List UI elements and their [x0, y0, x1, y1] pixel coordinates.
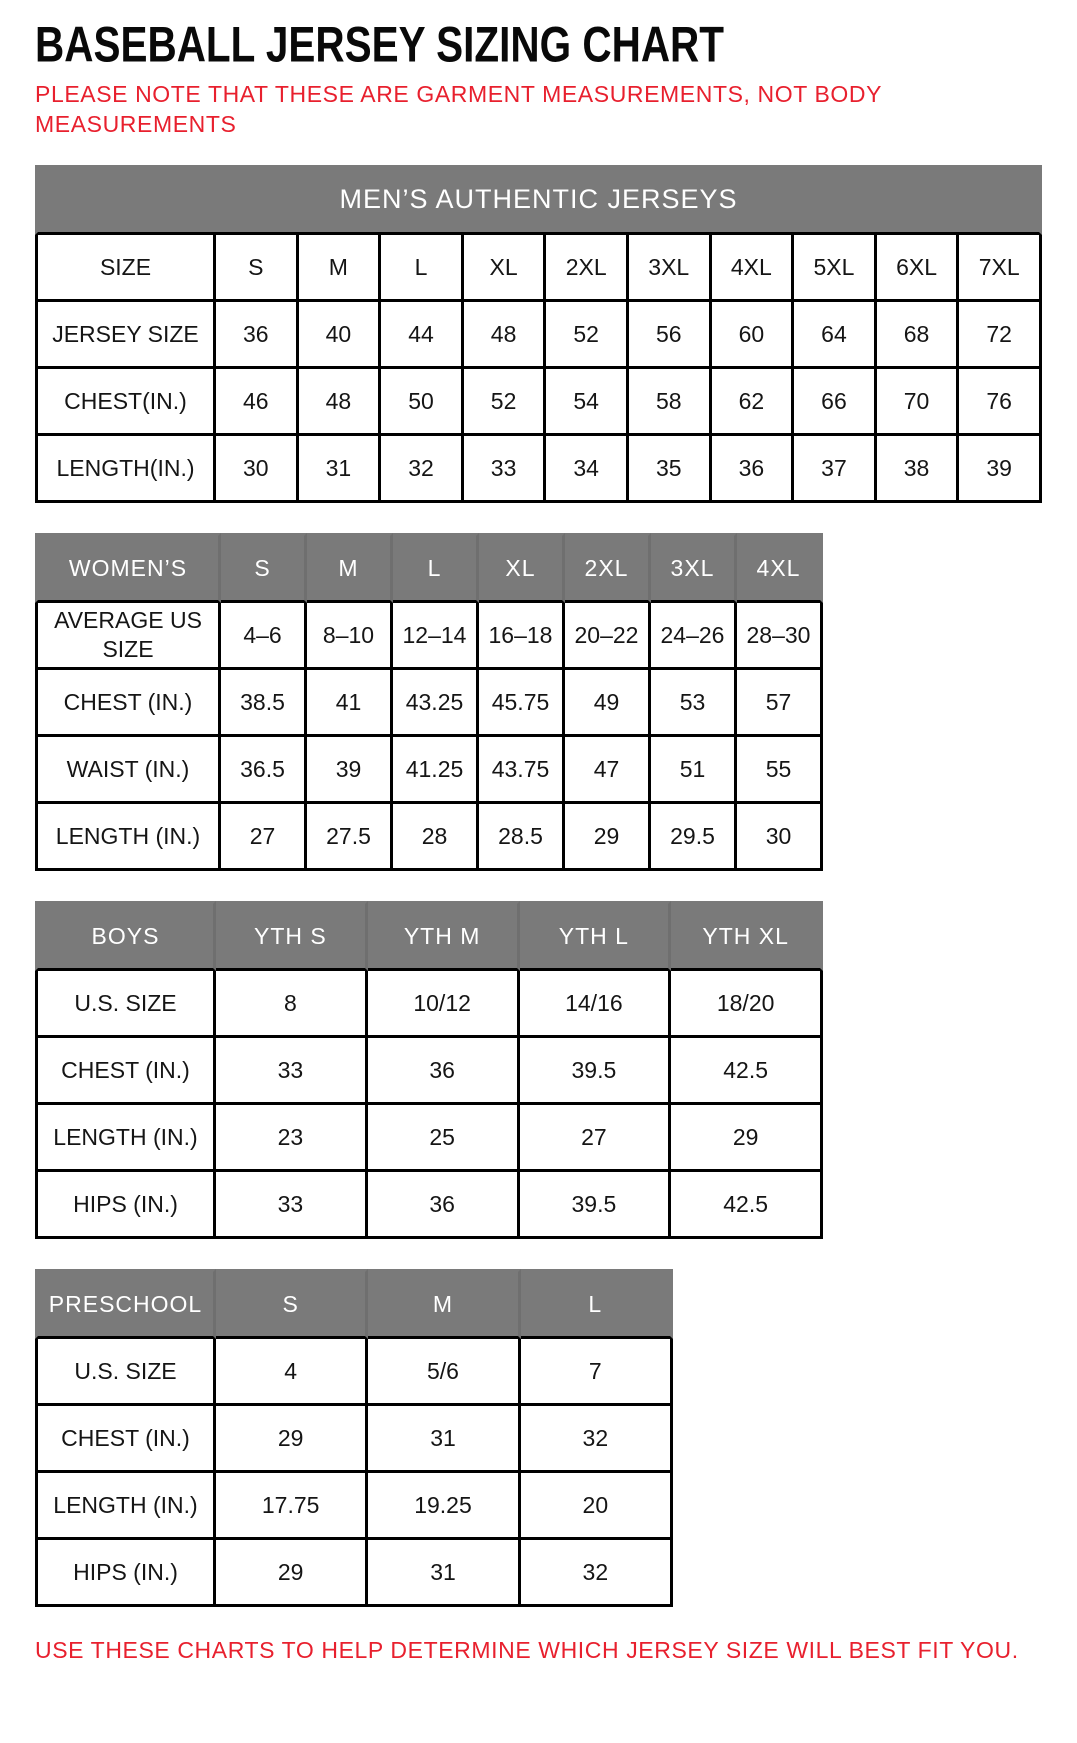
size-header-cell: L — [521, 1269, 673, 1339]
value-cell: 28–30 — [737, 603, 823, 670]
size-header-cell: YTH S — [216, 901, 368, 971]
value-cell: 53 — [651, 670, 737, 737]
value-cell: 68 — [877, 302, 960, 369]
value-cell: 8 — [216, 971, 368, 1038]
data-row — [35, 1473, 673, 1540]
mens-sizing-table — [35, 165, 1042, 503]
footer-note: USE THESE CHARTS TO HELP DETERMINE WHICH JERSEY SIZE WILL BEST FIT YOU. — [35, 1637, 1019, 1664]
row-label-cell: LENGTH (IN.) — [35, 1105, 216, 1172]
row-label-cell: U.S. SIZE — [35, 1339, 216, 1406]
value-cell: 30 — [737, 804, 823, 871]
data-row — [35, 302, 1042, 369]
value-cell: 8–10 — [307, 603, 393, 670]
value-cell: 30 — [216, 436, 299, 503]
data-row — [35, 1540, 673, 1607]
size-header-cell: 2XL — [565, 533, 651, 603]
preschool-sizing-table — [35, 1269, 673, 1607]
value-cell: 44 — [381, 302, 464, 369]
value-cell: 43.75 — [479, 737, 565, 804]
table-title-cell: WOMEN’S — [35, 533, 221, 603]
data-row — [35, 971, 823, 1038]
value-cell: 4XL — [712, 235, 795, 302]
value-cell: 39.5 — [520, 1172, 672, 1239]
value-cell: 36 — [368, 1172, 520, 1239]
row-label-cell: LENGTH(IN.) — [35, 436, 216, 503]
value-cell: 62 — [712, 369, 795, 436]
value-cell: 47 — [565, 737, 651, 804]
value-cell: 36 — [216, 302, 299, 369]
value-cell: 19.25 — [368, 1473, 520, 1540]
size-header-cell: 3XL — [651, 533, 737, 603]
header-row — [35, 901, 823, 971]
value-cell: 27.5 — [307, 804, 393, 871]
value-cell: 24–26 — [651, 603, 737, 670]
value-cell: 29 — [671, 1105, 823, 1172]
value-cell: 57 — [737, 670, 823, 737]
value-cell: 18/20 — [671, 971, 823, 1038]
value-cell: 20 — [521, 1473, 673, 1540]
value-cell: 66 — [794, 369, 877, 436]
size-header-cell: L — [393, 533, 479, 603]
value-cell: 46 — [216, 369, 299, 436]
header-row — [35, 1269, 673, 1339]
value-cell: 32 — [381, 436, 464, 503]
value-cell: 5/6 — [368, 1339, 520, 1406]
value-cell: 6XL — [877, 235, 960, 302]
value-cell: 33 — [464, 436, 547, 503]
size-header-cell: M — [307, 533, 393, 603]
row-label-cell: CHEST (IN.) — [35, 670, 221, 737]
size-header-cell: XL — [479, 533, 565, 603]
row-label-cell: LENGTH (IN.) — [35, 804, 221, 871]
value-cell: 28.5 — [479, 804, 565, 871]
value-cell: 48 — [299, 369, 382, 436]
data-row — [35, 1406, 673, 1473]
data-row — [35, 369, 1042, 436]
value-cell: 33 — [216, 1038, 368, 1105]
value-cell: M — [299, 235, 382, 302]
data-row — [35, 1038, 823, 1105]
value-cell: 25 — [368, 1105, 520, 1172]
value-cell: 72 — [959, 302, 1042, 369]
value-cell: 39.5 — [520, 1038, 672, 1105]
value-cell: S — [216, 235, 299, 302]
value-cell: 27 — [520, 1105, 672, 1172]
value-cell: 4 — [216, 1339, 368, 1406]
value-cell: 29 — [565, 804, 651, 871]
value-cell: 42.5 — [671, 1172, 823, 1239]
data-row — [35, 670, 823, 737]
value-cell: 10/12 — [368, 971, 520, 1038]
value-cell: XL — [464, 235, 547, 302]
value-cell: 41.25 — [393, 737, 479, 804]
value-cell: 32 — [521, 1406, 673, 1473]
value-cell: 23 — [216, 1105, 368, 1172]
value-cell: 7 — [521, 1339, 673, 1406]
page-title: BASEBALL JERSEY SIZING CHART — [35, 15, 725, 73]
data-row — [35, 804, 823, 871]
value-cell: 43.25 — [393, 670, 479, 737]
value-cell: 34 — [546, 436, 629, 503]
data-row — [35, 1105, 823, 1172]
size-header-cell: YTH L — [520, 901, 672, 971]
row-label-cell: CHEST (IN.) — [35, 1038, 216, 1105]
value-cell: 58 — [629, 369, 712, 436]
size-header-cell: 4XL — [737, 533, 823, 603]
boys-sizing-table — [35, 901, 823, 1239]
value-cell: 33 — [216, 1172, 368, 1239]
value-cell: 56 — [629, 302, 712, 369]
value-cell: 32 — [521, 1540, 673, 1607]
value-cell: 40 — [299, 302, 382, 369]
row-label-cell: SIZE — [35, 235, 216, 302]
value-cell: 54 — [546, 369, 629, 436]
value-cell: 52 — [546, 302, 629, 369]
value-cell: 37 — [794, 436, 877, 503]
row-label-cell: WAIST (IN.) — [35, 737, 221, 804]
size-header-cell: S — [221, 533, 307, 603]
row-label-cell: U.S. SIZE — [35, 971, 216, 1038]
value-cell: 31 — [299, 436, 382, 503]
value-cell: 29 — [216, 1406, 368, 1473]
value-cell: 7XL — [959, 235, 1042, 302]
value-cell: 64 — [794, 302, 877, 369]
value-cell: 38.5 — [221, 670, 307, 737]
value-cell: 31 — [368, 1406, 520, 1473]
sizing-tables — [35, 165, 1042, 1607]
value-cell: 28 — [393, 804, 479, 871]
value-cell: 39 — [307, 737, 393, 804]
value-cell: 17.75 — [216, 1473, 368, 1540]
womens-sizing-table — [35, 533, 823, 871]
value-cell: 29 — [216, 1540, 368, 1607]
banner-row — [35, 165, 1042, 235]
table-title-cell: BOYS — [35, 901, 216, 971]
value-cell: 3XL — [629, 235, 712, 302]
row-label-cell: JERSEY SIZE — [35, 302, 216, 369]
garment-measurement-note: PLEASE NOTE THAT THESE ARE GARMENT MEASUREMENTS, NOT BODY MEASUREMENTS — [35, 81, 882, 137]
value-cell: L — [381, 235, 464, 302]
value-cell: 29.5 — [651, 804, 737, 871]
row-label-cell: AVERAGE US SIZE — [35, 603, 221, 670]
table-banner: MEN’S AUTHENTIC JERSEYS — [35, 165, 1042, 235]
value-cell: 41 — [307, 670, 393, 737]
value-cell: 52 — [464, 369, 547, 436]
value-cell: 76 — [959, 369, 1042, 436]
value-cell: 49 — [565, 670, 651, 737]
value-cell: 48 — [464, 302, 547, 369]
row-label-cell: CHEST (IN.) — [35, 1406, 216, 1473]
size-header-cell: YTH XL — [671, 901, 823, 971]
data-row — [35, 737, 823, 804]
data-row — [35, 436, 1042, 503]
value-cell: 31 — [368, 1540, 520, 1607]
value-cell: 36 — [368, 1038, 520, 1105]
header-row — [35, 533, 823, 603]
value-cell: 12–14 — [393, 603, 479, 670]
value-cell: 36 — [712, 436, 795, 503]
value-cell: 45.75 — [479, 670, 565, 737]
value-cell: 4–6 — [221, 603, 307, 670]
size-header-cell: M — [368, 1269, 520, 1339]
value-cell: 14/16 — [520, 971, 672, 1038]
value-cell: 27 — [221, 804, 307, 871]
value-cell: 55 — [737, 737, 823, 804]
value-cell: 60 — [712, 302, 795, 369]
value-cell: 39 — [959, 436, 1042, 503]
data-row — [35, 235, 1042, 302]
value-cell: 16–18 — [479, 603, 565, 670]
row-label-cell: HIPS (IN.) — [35, 1172, 216, 1239]
value-cell: 5XL — [794, 235, 877, 302]
value-cell: 2XL — [546, 235, 629, 302]
value-cell: 38 — [877, 436, 960, 503]
value-cell: 20–22 — [565, 603, 651, 670]
size-header-cell: YTH M — [368, 901, 520, 971]
table-title-cell: PRESCHOOL — [35, 1269, 216, 1339]
row-label-cell: HIPS (IN.) — [35, 1540, 216, 1607]
row-label-cell: CHEST(IN.) — [35, 369, 216, 436]
row-label-cell: LENGTH (IN.) — [35, 1473, 216, 1540]
value-cell: 36.5 — [221, 737, 307, 804]
value-cell: 51 — [651, 737, 737, 804]
value-cell: 42.5 — [671, 1038, 823, 1105]
value-cell: 50 — [381, 369, 464, 436]
size-header-cell: S — [216, 1269, 368, 1339]
data-row — [35, 603, 823, 670]
value-cell: 35 — [629, 436, 712, 503]
data-row — [35, 1339, 673, 1406]
data-row — [35, 1172, 823, 1239]
value-cell: 70 — [877, 369, 960, 436]
